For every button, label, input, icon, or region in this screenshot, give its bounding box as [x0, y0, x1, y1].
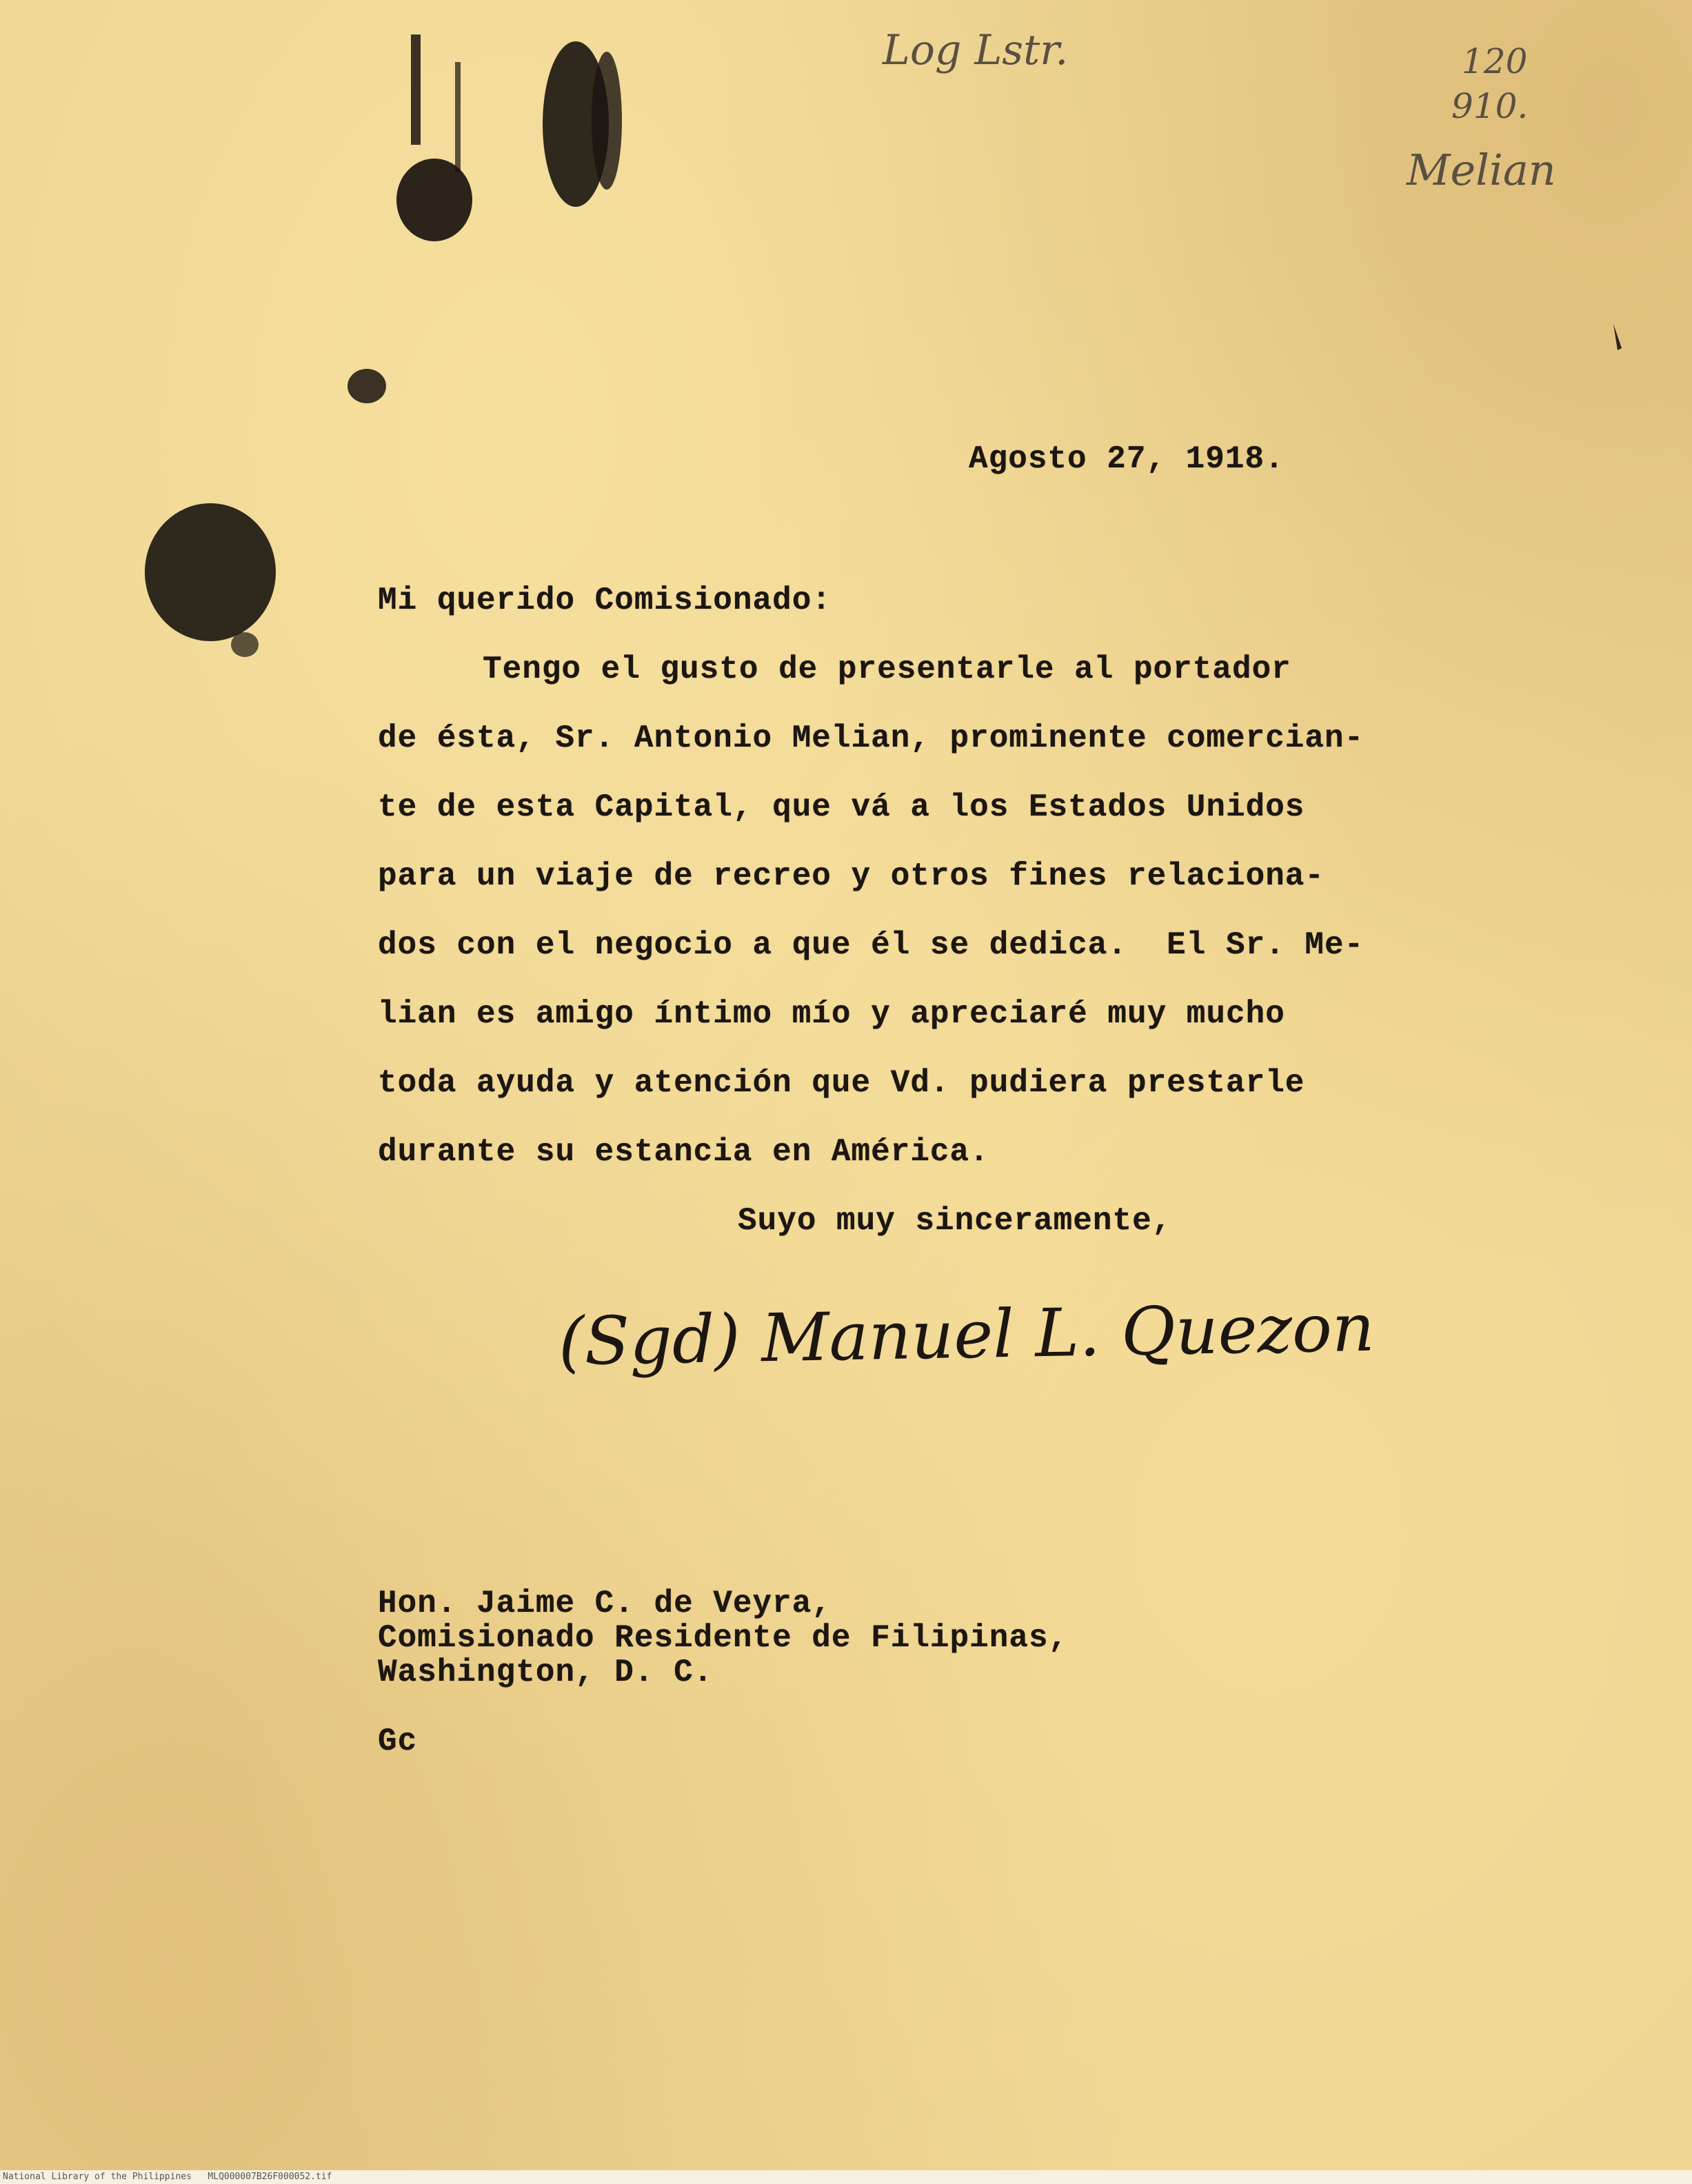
recipient-line-1: Hon. Jaime C. de Veyra, — [378, 1586, 832, 1621]
body-line-6: lian es amigo íntimo mío y apreciaré muy mucho — [378, 996, 1285, 1032]
letter-date: Agosto 27, 1918. — [969, 441, 1285, 477]
handwritten-signature: (Sgd) Manuel L. Quezon — [558, 1288, 1376, 1381]
body-line-2: de ésta, Sr. Antonio Melian, prominente comercian- — [378, 720, 1364, 756]
letter-salutation: Mi querido Comisionado: — [378, 583, 832, 618]
name-handwritten-note: Melian — [1407, 145, 1556, 195]
letter-closing: Suyo muy sinceramente, — [738, 1203, 1172, 1239]
large-blot-tail — [231, 632, 259, 657]
scan-caption: National Library of the Philippines MLQ000007B26F000052.tif — [3, 2172, 332, 2182]
body-line-3: te de esta Capital, que vá a los Estados Unidos — [378, 789, 1305, 825]
body-line-4: para un viaje de recreo y otros fines relaciona- — [378, 858, 1325, 894]
file-number-2: 910. — [1451, 86, 1529, 126]
body-line-5: dos con el negocio a que él se dedica. El Sr. Me- — [378, 927, 1364, 963]
body-line-1: Tengo el gusto de presentarle al portador — [483, 651, 1291, 687]
body-line-7: toda ayuda y atención que Vd. pudiera prestarle — [378, 1065, 1305, 1101]
binder-mark-left — [411, 34, 421, 145]
small-blot — [348, 369, 386, 403]
binder-mark-right-2 — [592, 52, 622, 190]
binder-mark-left-2 — [455, 62, 461, 172]
file-number-1: 120 — [1462, 41, 1528, 81]
corner-mark — [1613, 324, 1622, 350]
recipient-line-3: Washington, D. C. — [378, 1655, 714, 1690]
typist-initials: Gc — [378, 1723, 418, 1759]
recipient-line-2: Comisionado Residente de Filipinas, — [378, 1620, 1069, 1656]
top-handwritten-note: Log Lstr. — [883, 26, 1069, 74]
body-line-8: durante su estancia en América. — [378, 1134, 989, 1170]
binder-hole-left — [396, 159, 472, 241]
large-blot — [145, 503, 276, 641]
